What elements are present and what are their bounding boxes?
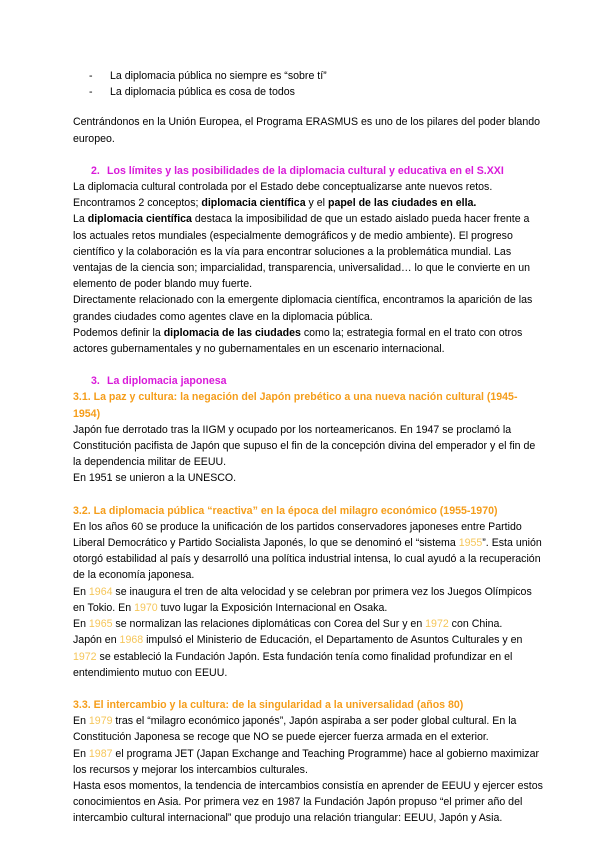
paragraph: La diplomacia científica destaca la imposibilidad de que un estado aislado pueda hacer frente a los actuales retos mundiales (especialmente demográficos y de medio ambiente). El progreso científico y la colaboración es la vía para encontrar soluciones a la problemática mundial. Las ventajas de la ciencia son; imparcialidad, transparencia, universalidad… lo que le convierte en un elemento de poder blando muy fuerte. xyxy=(73,213,530,291)
paragraph: En 1979 tras el “milagro económico japonés”, Japón aspiraba a ser poder global cultural. En la Constitución Japonesa se recoge que NO se puede ejercer fuerza armada en el exterior. xyxy=(73,715,517,744)
paragraph: Podemos definir la diplomacia de las ciudades como la; estrategia formal en el trato con otros actores gubernamentales y no gubernamentales en un escenario internacional. xyxy=(73,326,523,356)
list-item: - La diplomacia pública no siempre es “sobre tí” xyxy=(73,68,543,84)
document-page xyxy=(73,68,543,827)
paragraph: Japón en 1968 impulsó el Ministerio de Educación, el Departamento de Asuntos Culturales y en 1972 se estableció la Fundación Japón. Esta fundación tenía como finalidad profundizar en el entendimiento mutuo con EEUU. xyxy=(73,634,523,679)
year-highlight: 1987 xyxy=(88,747,113,760)
year-highlight: 1970 xyxy=(134,601,158,614)
year-highlight: 1979 xyxy=(88,715,113,728)
year-highlight: 1968 xyxy=(119,634,144,647)
section-3-number: 3. xyxy=(91,375,100,388)
subsection-3-3-title: 3.3. El intercambio y la cultura: de la singularidad a la universalidad (años 80) xyxy=(73,698,464,711)
paragraph: Directamente relacionado con la emergente diplomacia científica, encontramos la aparición de las grandes ciudades como agentes clave en la diplomacia pública. xyxy=(73,294,533,323)
paragraph: En 1965 se normalizan las relaciones diplomáticas con Corea del Sur y en 1972 con China. xyxy=(73,618,503,631)
paragraph: Japón fue derrotado tras la IIGM y ocupado por los norteamericanos. En 1947 se proclamó la Constitución pacifista de Japón que supuso el fin de la concepción divina del emperador y el fin de la dependencia militar de EEUU. xyxy=(73,423,536,469)
year-highlight: 1972 xyxy=(425,618,449,631)
paragraph: En los años 60 se produce la unificación de los partidos conservadores japoneses entre Partido Liberal Democrático y Partido Socialista Japonés, lo que se denominó el “sistema 1955”. Esta unión otorgó estabilidad al país y desarrolló una política industrial intensa, lo cual ayudó a la recuperación de la economía japonesa. xyxy=(73,520,542,582)
paragraph: La diplomacia cultural controlada por el Estado debe conceptualizarse ante nuevos retos. xyxy=(73,181,493,194)
bullet-list xyxy=(73,68,543,100)
year-highlight: 1955 xyxy=(458,537,483,550)
section-3-heading xyxy=(73,373,543,389)
year-highlight: 1972 xyxy=(73,650,97,663)
section-2-heading xyxy=(73,163,543,179)
section-2-title: Los límites y las posibilidades de la diplomacia cultural y educativa en el S.XXI xyxy=(107,164,504,177)
section-2-number: 2. xyxy=(91,164,100,177)
paragraph: En 1964 se inaugura el tren de alta velocidad y se celebran por primera vez los Juegos Olímpicos en Tokio. En 1970 tuvo lugar la Exposición Internacional en Osaka. xyxy=(73,585,532,614)
intro-paragraph: Centrándonos en la Unión Europea, el Programa ERASMUS es uno de los pilares del poder blando europeo. xyxy=(73,116,540,145)
year-highlight: 1964 xyxy=(88,585,113,598)
section-3-title: La diplomacia japonesa xyxy=(107,375,227,388)
subsection-3-1-title: 3.1. La paz y cultura: la negación del Japón prebético a una nueva nación cultural (1945-1954) xyxy=(73,391,518,420)
paragraph: Encontramos 2 conceptos; diplomacia científica y el papel de las ciudades en ella. xyxy=(73,197,477,210)
subsection-3-2-title: 3.2. La diplomacia pública “reactiva” en la época del milagro económico (1955-1970) xyxy=(73,504,498,517)
list-item: - La diplomacia pública es cosa de todos xyxy=(73,84,543,100)
paragraph: Hasta esos momentos, la tendencia de intercambios consistía en aprender de EEUU y ejercer estos conocimientos en Asia. Por primera vez en 1987 la Fundación Japón propuso “el primer año del intercambio cultural internacional” que produjo una relación triangular: EEUU, Japón y Asia. xyxy=(73,779,543,825)
paragraph: En 1987 el programa JET (Japan Exchange and Teaching Programme) hace al gobierno maximizar los recursos y mejorar los intercambios culturales. xyxy=(73,747,540,776)
paragraph: En 1951 se unieron a la UNESCO. xyxy=(73,472,237,485)
year-highlight: 1965 xyxy=(88,618,113,631)
